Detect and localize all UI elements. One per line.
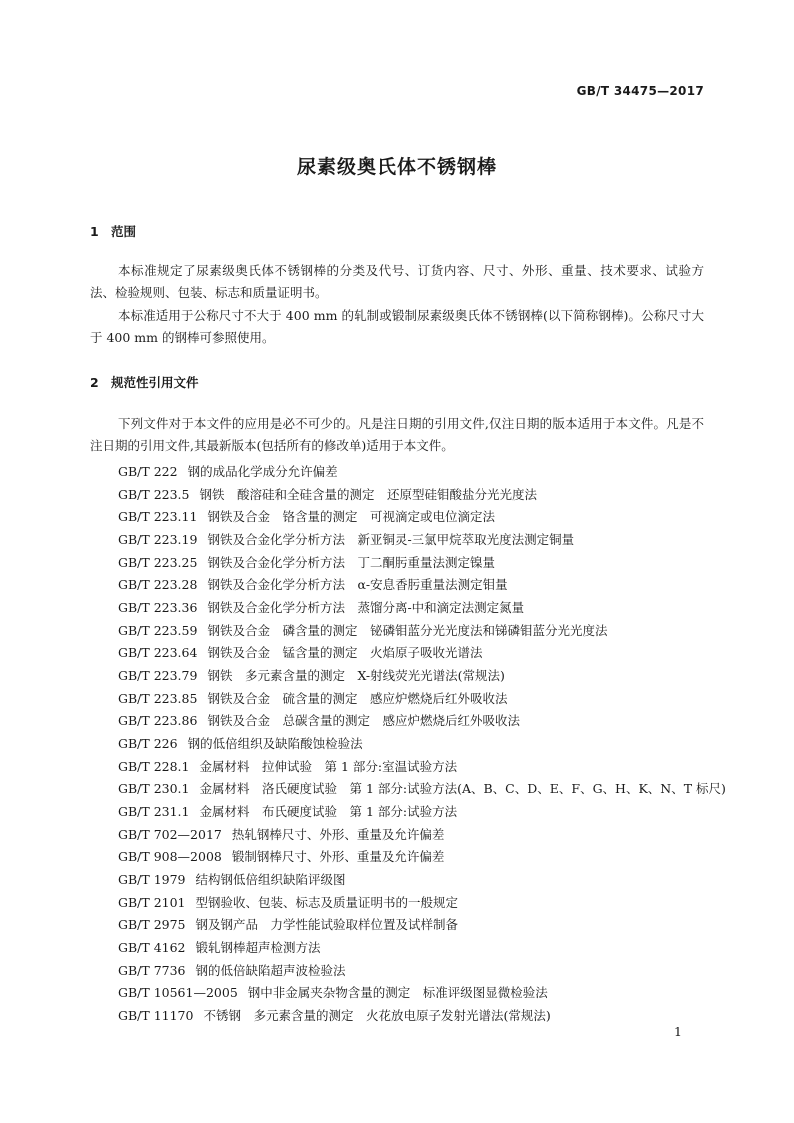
reference-code: GB/T 230.1 (118, 781, 190, 797)
section-title: 范围 (111, 224, 137, 239)
reference-item (118, 801, 718, 824)
reference-item (118, 778, 726, 801)
reference-title: 钢铁及合金化学分析方法 丁二酮肟重量法测定镍量 (207, 554, 495, 570)
reference-list (118, 461, 726, 1028)
reference-item (118, 620, 718, 643)
reference-item (118, 937, 718, 960)
reference-code: GB/T 223.19 (118, 532, 198, 548)
reference-title: 型钢验收、包装、标志及质量证明书的一般规定 (195, 894, 459, 910)
reference-item (118, 574, 718, 597)
page-number: 1 (674, 1024, 682, 1039)
reference-title: 钢及钢产品 力学性能试验取样位置及试样制备 (195, 917, 459, 933)
reference-code: GB/T 223.79 (118, 668, 198, 684)
reference-title: 钢铁及合金化学分析方法 α-安息香肟重量法测定钼量 (207, 577, 508, 593)
reference-code: GB/T 11170 (118, 1008, 194, 1024)
reference-title: 热轧钢棒尺寸、外形、重量及允许偏差 (231, 826, 445, 842)
reference-title: 金属材料 拉伸试验 第 1 部分:室温试验方法 (199, 758, 458, 774)
reference-item (118, 597, 718, 620)
reference-item (118, 665, 718, 688)
reference-item (118, 982, 718, 1005)
reference-title: 钢铁及合金化学分析方法 蒸馏分离-中和滴定法测定氮量 (207, 600, 525, 616)
reference-title: 钢的成品化学成分允许偏差 (187, 464, 338, 479)
reference-code: GB/T 702—2017 (118, 826, 222, 842)
reference-code: GB/T 223.5 (118, 486, 190, 502)
reference-item (118, 960, 718, 983)
reference-title: 钢铁及合金 锰含量的测定 火焰原子吸收光谱法 (207, 645, 483, 661)
reference-title: 钢铁及合金 总碳含量的测定 感应炉燃烧后红外吸收法 (207, 713, 520, 729)
reference-item (118, 552, 718, 575)
reference-item (118, 892, 718, 915)
reference-item (118, 529, 718, 552)
reference-title: 钢的低倍组织及缺陷酸蚀检验法 (187, 736, 363, 752)
reference-code: GB/T 223.64 (118, 645, 198, 661)
reference-item (118, 733, 718, 756)
reference-code: GB/T 231.1 (118, 804, 190, 820)
reference-title: 金属材料 布氏硬度试验 第 1 部分:试验方法 (199, 804, 458, 820)
scope-paragraph-2: 本标准适用于公称尺寸不大于 400 mm 的轧制或锻制尿素级奥氏体不锈钢棒(以下简称钢棒)。公称尺寸大于 400 mm 的钢棒可参照使用。 (90, 308, 704, 345)
reference-code: GB/T 4162 (118, 940, 186, 956)
section-number: 1 (90, 224, 99, 239)
reference-code: GB/T 10561—2005 (118, 985, 238, 1001)
reference-code: GB/T 2975 (118, 917, 186, 933)
references-intro-paragraph: 下列文件对于本文件的应用是必不可少的。凡是注日期的引用文件,仅注日期的版本适用于本文件。凡是不注日期的引用文件,其最新版本(包括所有的修改单)适用于本文件。 (90, 416, 704, 453)
reference-item (118, 914, 718, 937)
reference-code: GB/T 2101 (118, 894, 186, 910)
reference-code: GB/T 226 (118, 736, 178, 752)
reference-code: GB/T 222 (118, 464, 178, 479)
reference-item (118, 688, 718, 711)
reference-item (118, 461, 718, 484)
reference-title: 钢铁及合金化学分析方法 新亚铜灵-三氯甲烷萃取光度法测定铜量 (207, 532, 575, 548)
reference-code: GB/T 223.28 (118, 577, 198, 593)
scope-paragraph-1: 本标准规定了尿素级奥氏体不锈钢棒的分类及代号、订货内容、尺寸、外形、重量、技术要求、试验方法、检验规则、包装、标志和质量证明书。 (90, 263, 704, 300)
reference-title: 钢铁 多元素含量的测定 X-射线荧光光谱法(常规法) (207, 668, 505, 684)
reference-code: GB/T 223.59 (118, 622, 198, 638)
reference-title: 钢铁及合金 铬含量的测定 可视滴定或电位滴定法 (207, 509, 495, 525)
document-title: 尿素级奥氏体不锈钢棒 (296, 156, 497, 178)
reference-item (118, 642, 718, 665)
section-heading-scope (90, 222, 136, 240)
reference-title: 结构钢低倍组织缺陷评级图 (195, 872, 346, 888)
reference-code: GB/T 223.86 (118, 713, 198, 729)
reference-item (118, 710, 718, 733)
standard-code: GB/T 34475—2017 (576, 84, 704, 98)
reference-item (118, 506, 718, 529)
reference-code: GB/T 908—2008 (118, 849, 222, 865)
reference-code: GB/T 223.85 (118, 690, 198, 706)
section-number: 2 (90, 375, 99, 390)
reference-title: 钢铁 酸溶硅和全硅含量的测定 还原型硅钼酸盐分光光度法 (199, 486, 537, 502)
reference-title: 钢的低倍缺陷超声波检验法 (195, 962, 346, 978)
reference-code: GB/T 223.36 (118, 600, 198, 616)
reference-item (118, 824, 718, 847)
reference-title: 锻制钢棒尺寸、外形、重量及允许偏差 (231, 849, 445, 865)
reference-code: GB/T 223.11 (118, 509, 198, 525)
reference-title: 钢铁及合金 磷含量的测定 铋磷钼蓝分光光度法和锑磷钼蓝分光光度法 (207, 622, 608, 638)
reference-title: 钢中非金属夹杂物含量的测定 标准评级图显微检验法 (247, 985, 548, 1001)
reference-title: 钢铁及合金 硫含量的测定 感应炉燃烧后红外吸收法 (207, 690, 508, 706)
section-title: 规范性引用文件 (111, 375, 199, 390)
reference-code: GB/T 1979 (118, 872, 186, 888)
section-heading-normative-references (90, 373, 199, 391)
reference-item (118, 1005, 718, 1028)
reference-title: 锻轧钢棒超声检测方法 (195, 940, 321, 956)
reference-item (118, 869, 718, 892)
reference-item (118, 484, 718, 507)
reference-item (118, 756, 718, 779)
reference-item (118, 846, 718, 869)
reference-code: GB/T 223.25 (118, 554, 198, 570)
reference-title: 金属材料 洛氏硬度试验 第 1 部分:试验方法(A、B、C、D、E、F、G、H、K、N、T 标尺) (199, 781, 726, 797)
reference-code: GB/T 228.1 (118, 758, 190, 774)
reference-title: 不锈钢 多元素含量的测定 火花放电原子发射光谱法(常规法) (203, 1008, 551, 1024)
reference-code: GB/T 7736 (118, 962, 186, 978)
